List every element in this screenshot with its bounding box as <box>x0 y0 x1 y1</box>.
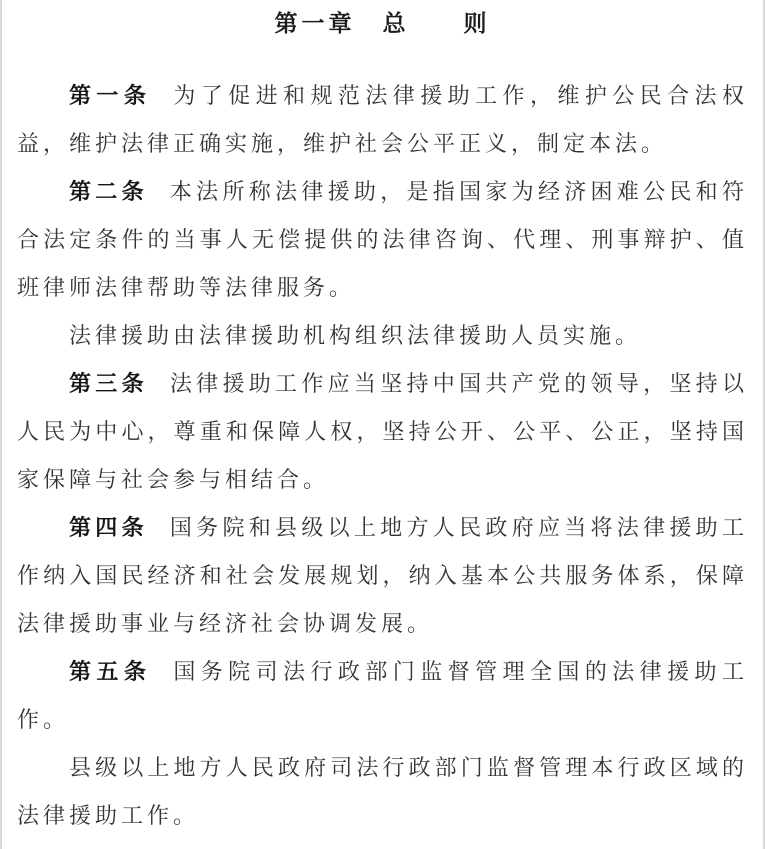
article-2-label: 第二条 <box>69 179 148 204</box>
article-5-label: 第五条 <box>69 659 152 684</box>
article-1-text: 为了促进和规范法律援助工作，维护公民合法权益，维护法律正确实施，维护社会公平正义，制定本法。 <box>17 83 748 156</box>
article-3-text: 法律援助工作应当坚持中国共产党的领导，坚持以人民为中心，尊重和保障人权，坚持公开、公平、公正，坚持国家保障与社会参与相结合。 <box>17 371 748 492</box>
document-body <box>17 72 748 840</box>
article-4-text: 国务院和县级以上地方人民政府应当将法律援助工作纳入国民经济和社会发展规划，纳入基本公共服务体系，保障法律援助事业与经济社会协调发展。 <box>17 515 748 636</box>
article-5-paragraph-2-text: 县级以上地方人民政府司法行政部门监督管理本行政区域的法律援助工作。 <box>17 755 748 828</box>
article-1-label: 第一条 <box>69 83 152 108</box>
chapter-title: 第一章 总 则 <box>274 10 491 36</box>
article-1-paragraph-1 <box>17 72 748 168</box>
article-4-paragraph-1 <box>17 504 748 648</box>
article-5-paragraph-2 <box>17 744 748 840</box>
article-5-paragraph-1 <box>17 648 748 744</box>
article-2-text: 本法所称法律援助，是指国家为经济困难公民和符合法定条件的当事人无偿提供的法律咨询、代理、刑事辩护、值班律师法律帮助等法律服务。 <box>17 179 748 300</box>
article-3-label: 第三条 <box>69 371 148 396</box>
article-2-paragraph-2 <box>17 312 748 360</box>
article-4-label: 第四条 <box>69 515 148 540</box>
article-2-paragraph-2-text: 法律援助由法律援助机构组织法律援助人员实施。 <box>69 323 642 348</box>
article-2-paragraph-1 <box>17 168 748 312</box>
article-5-text: 国务院司法行政部门监督管理全国的法律援助工作。 <box>17 659 748 732</box>
article-3-paragraph-1 <box>17 360 748 504</box>
